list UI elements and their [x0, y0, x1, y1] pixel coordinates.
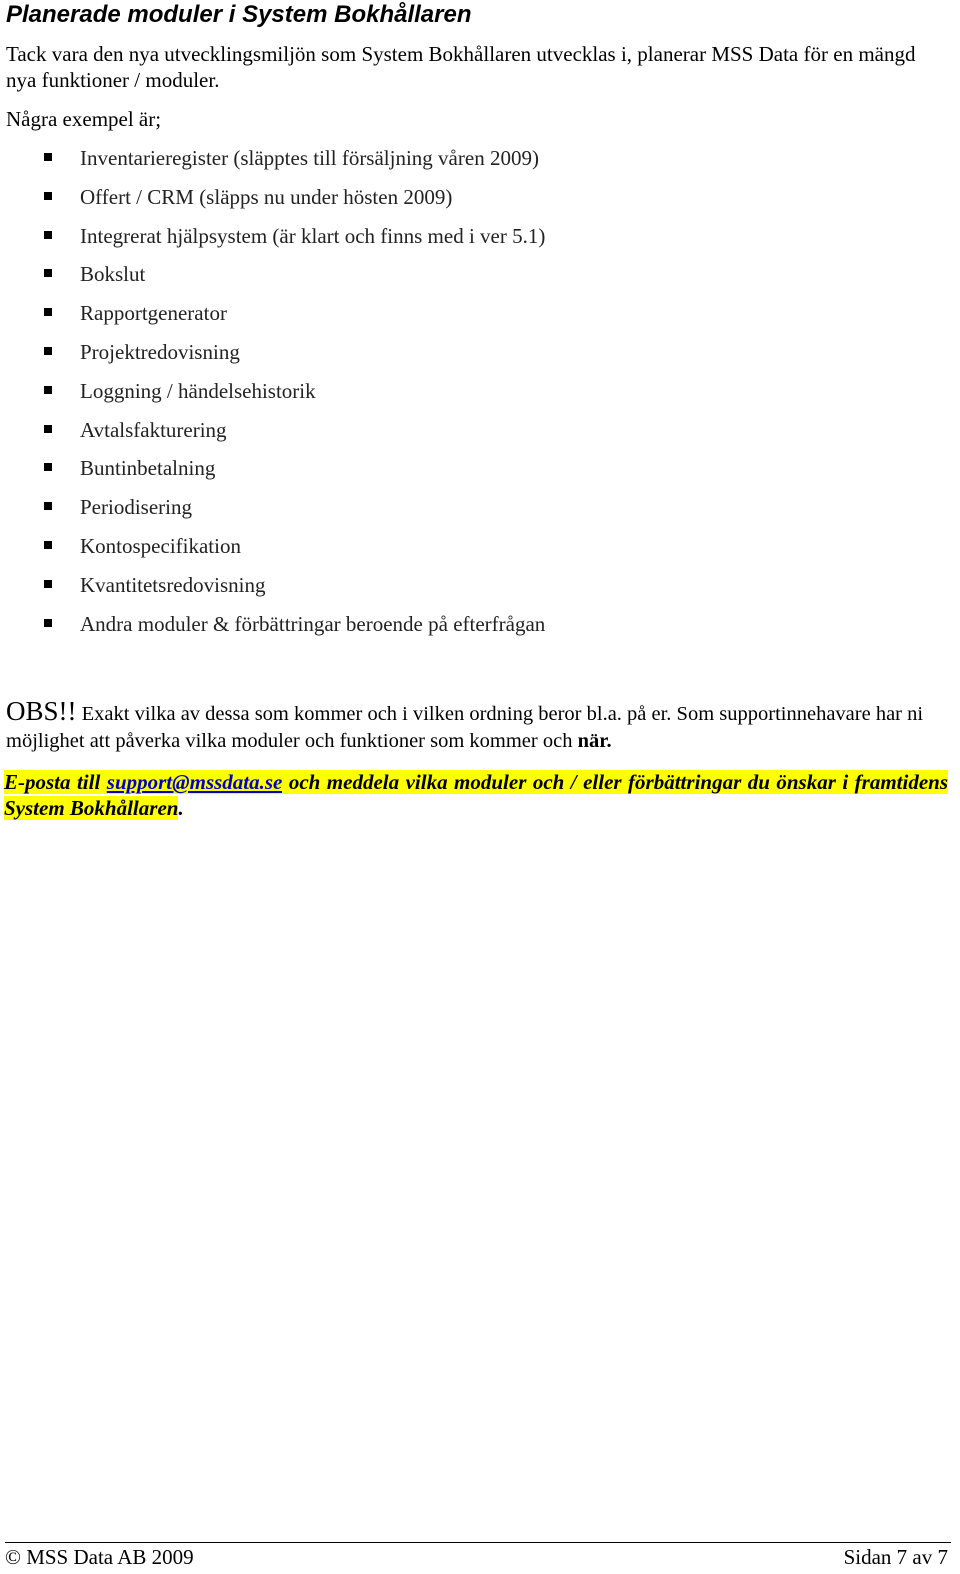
obs-notice — [6, 698, 950, 755]
cta-end: . — [178, 796, 184, 820]
square-bullet-icon — [44, 231, 52, 239]
list-item — [0, 378, 545, 417]
list-item — [0, 494, 545, 533]
square-bullet-icon — [44, 580, 52, 588]
footer-page-number: Sidan 7 av 7 — [843, 1545, 948, 1569]
cta-suffix: och meddela vilka moduler och / eller förbättringar du önskar i framtidens System Bokhållaren — [4, 770, 948, 820]
list-item-label: Integrerat hjälpsystem (är klart och finns med i ver 5.1) — [80, 223, 546, 248]
list-item-label: Projektredovisning — [80, 339, 240, 364]
list-item — [0, 184, 545, 223]
list-item-label: Kvantitetsredovisning — [80, 572, 266, 597]
list-item — [0, 223, 545, 262]
cta-prefix: E-posta till — [4, 770, 107, 794]
square-bullet-icon — [44, 192, 52, 200]
obs-text: Exakt vilka av dessa som kommer och i vilken ordning beror bl.a. på er. Som supportinnehavare har ni möjlighet att påverka vilka moduler och funktioner som kommer och — [6, 703, 924, 752]
list-item — [0, 145, 545, 184]
square-bullet-icon — [44, 619, 52, 627]
page-title: Planerade moduler i System Bokhållaren — [6, 1, 472, 28]
square-bullet-icon — [44, 463, 52, 471]
list-item — [0, 533, 545, 572]
intro-paragraph: Tack vara den nya utvecklingsmiljön som System Bokhållaren utvecklas i, planerar MSS Data för en mängd nya funktioner / moduler. — [6, 42, 916, 92]
list-item — [0, 455, 545, 494]
obs-emphasis: när. — [577, 730, 612, 752]
list-item-label: Avtalsfakturering — [80, 417, 227, 442]
list-item-label: Loggning / händelsehistorik — [80, 378, 316, 403]
footer-copyright: © MSS Data AB 2009 — [5, 1545, 194, 1569]
list-item-label: Bokslut — [80, 262, 146, 287]
square-bullet-icon — [44, 269, 52, 277]
list-item — [0, 300, 545, 339]
examples-lead: Några exempel är; — [6, 107, 162, 131]
footer-divider — [5, 1542, 951, 1543]
list-item — [0, 572, 545, 611]
list-item-label: Andra moduler & förbättringar beroende på efterfrågan — [80, 611, 546, 636]
square-bullet-icon — [44, 347, 52, 355]
square-bullet-icon — [44, 386, 52, 394]
list-item-label: Kontospecifikation — [80, 533, 241, 558]
support-email-link[interactable]: support@mssdata.se — [106, 770, 283, 794]
email-call-to-action — [4, 769, 948, 821]
square-bullet-icon — [44, 502, 52, 510]
list-item — [0, 417, 545, 456]
square-bullet-icon — [44, 541, 52, 549]
module-list — [0, 145, 545, 649]
obs-label: OBS!! — [6, 696, 77, 726]
list-item-label: Buntinbetalning — [80, 456, 216, 481]
square-bullet-icon — [44, 153, 52, 161]
list-item-label: Rapportgenerator — [80, 301, 227, 326]
list-item-label: Inventarieregister (släpptes till försäljning våren 2009) — [80, 146, 539, 170]
list-item — [0, 611, 545, 650]
list-item-label: Periodisering — [80, 495, 192, 520]
square-bullet-icon — [44, 425, 52, 433]
list-item-label: Offert / CRM (släpps nu under hösten 2009) — [80, 184, 453, 209]
list-item — [0, 339, 545, 378]
square-bullet-icon — [44, 308, 52, 316]
list-item — [0, 261, 545, 300]
